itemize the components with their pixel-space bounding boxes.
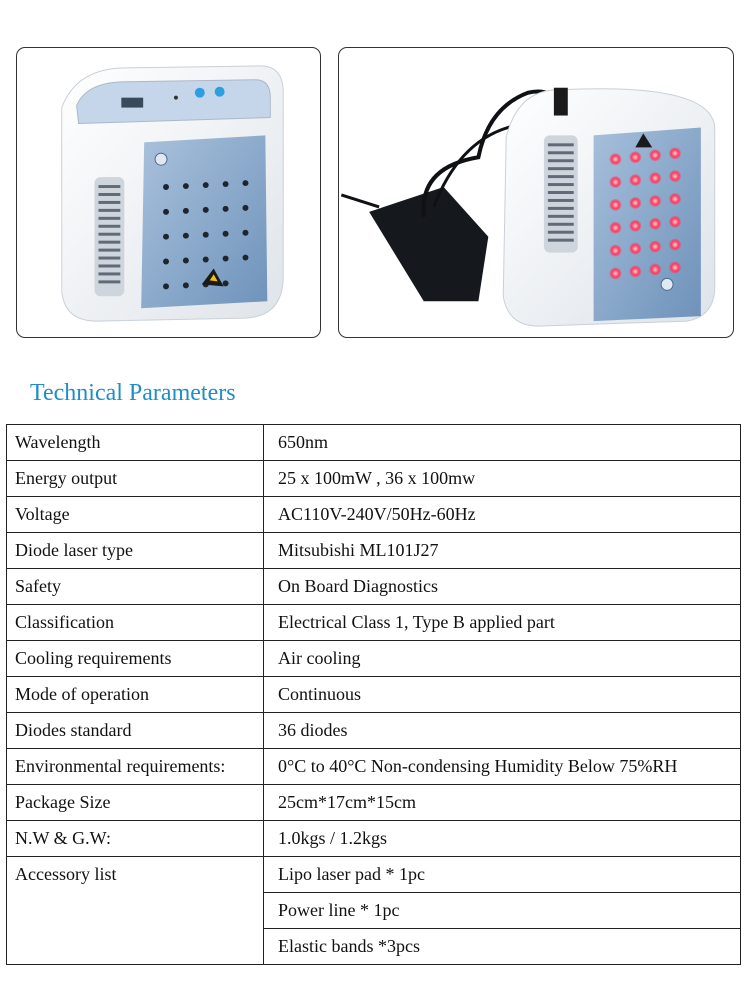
- parameter-value: 650nm: [264, 425, 741, 461]
- parameter-value: Electrical Class 1, Type B applied part: [264, 605, 741, 641]
- parameter-label: N.W & G.W:: [7, 821, 264, 857]
- parameter-label: Package Size: [7, 785, 264, 821]
- parameter-label: Mode of operation: [7, 677, 264, 713]
- table-row: [7, 461, 741, 497]
- table-row: [7, 677, 741, 713]
- parameter-label: Diodes standard: [7, 713, 264, 749]
- parameter-label: Diode laser type: [7, 533, 264, 569]
- product-photo-with-adapter: [338, 47, 734, 338]
- parameter-label: Energy output: [7, 461, 264, 497]
- product-photo-front: [16, 47, 321, 338]
- device-front-illustration: [17, 48, 320, 337]
- accessory-list-label: Accessory list: [7, 857, 264, 965]
- accessory-item: Power line * 1pc: [264, 893, 741, 929]
- parameter-value: 25 x 100mW , 36 x 100mw: [264, 461, 741, 497]
- parameter-value: 25cm*17cm*15cm: [264, 785, 741, 821]
- technical-parameters-table: [6, 424, 741, 965]
- accessory-item: Elastic bands *3pcs: [264, 929, 741, 965]
- parameter-value: On Board Diagnostics: [264, 569, 741, 605]
- parameter-value: 36 diodes: [264, 713, 741, 749]
- parameters-table-body: [7, 425, 741, 965]
- table-row: [7, 497, 741, 533]
- table-row: [7, 785, 741, 821]
- device-with-adapter-illustration: [339, 48, 733, 337]
- parameter-label: Voltage: [7, 497, 264, 533]
- parameter-value: Mitsubishi ML101J27: [264, 533, 741, 569]
- table-row: [7, 857, 741, 893]
- parameter-value: AC110V-240V/50Hz-60Hz: [264, 497, 741, 533]
- table-row: [7, 749, 741, 785]
- parameter-label: Classification: [7, 605, 264, 641]
- table-row: [7, 821, 741, 857]
- parameter-value: Air cooling: [264, 641, 741, 677]
- parameter-label: Cooling requirements: [7, 641, 264, 677]
- parameter-label: Safety: [7, 569, 264, 605]
- table-row: [7, 605, 741, 641]
- table-row: [7, 425, 741, 461]
- parameter-label: Wavelength: [7, 425, 264, 461]
- parameter-value: 1.0kgs / 1.2kgs: [264, 821, 741, 857]
- table-row: [7, 533, 741, 569]
- table-row: [7, 641, 741, 677]
- section-title: Technical Parameters: [30, 380, 236, 406]
- table-row: [7, 713, 741, 749]
- parameter-value: Continuous: [264, 677, 741, 713]
- parameter-label: Environmental requirements:: [7, 749, 264, 785]
- accessory-item: Lipo laser pad * 1pc: [264, 857, 741, 893]
- parameter-value: 0°C to 40°C Non-condensing Humidity Below 75%RH: [264, 749, 741, 785]
- table-row: [7, 569, 741, 605]
